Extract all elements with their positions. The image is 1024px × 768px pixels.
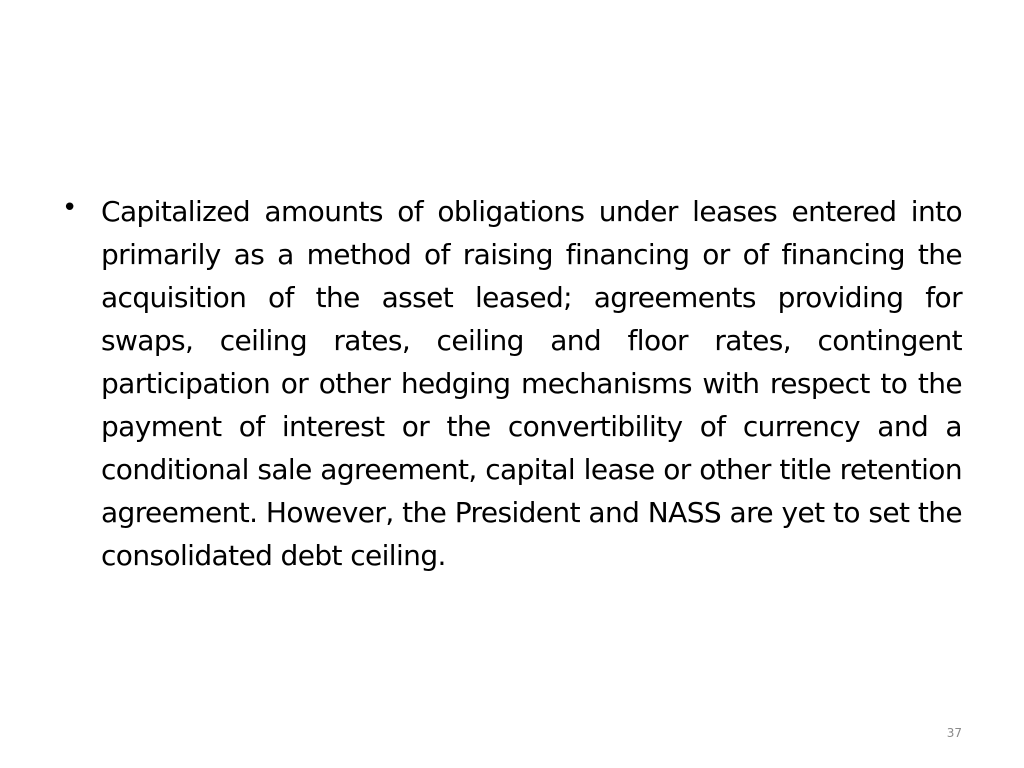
bullet-list: [62, 190, 962, 577]
page-number: 37: [946, 726, 962, 740]
bullet-dot-icon: •: [62, 193, 77, 223]
bullet-text: Capitalized amounts of obligations under leases entered into primarily as a method of raising financing or of financing the acquisition of the asset leased; agreements providing for swaps, ceiling rates, ceiling and floor rates, contingent participation or other hedging mechanisms with respect to the payment of interest or the convertibility of currency and a conditional sale agreement, capital lease or other title retention agreement. However, the President and NASS are yet to set the consolidated debt ceiling.: [101, 195, 962, 572]
bullet-item: [62, 190, 962, 577]
